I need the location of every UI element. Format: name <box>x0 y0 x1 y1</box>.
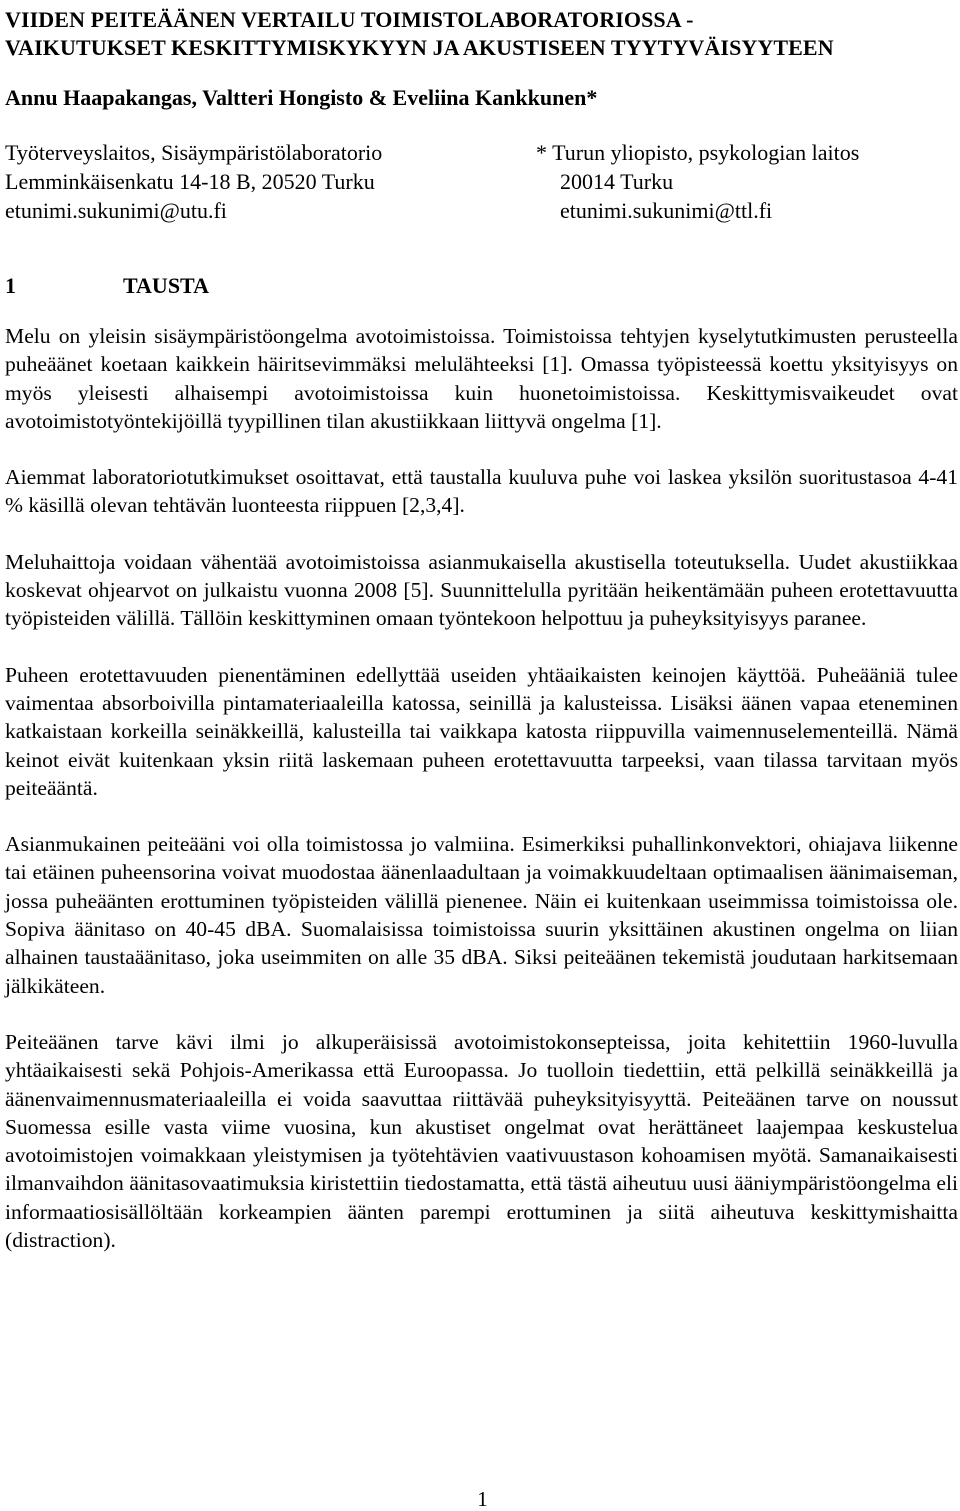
page-number-text: 1 <box>477 1487 488 1511</box>
page-number <box>0 1487 960 1511</box>
affiliation-right <box>536 138 859 225</box>
paragraph: Melu on yleisin sisäympäristöongelma avotoimistoissa. Toimistoissa tehtyjen kyselytutkimusten perusteella puheäänet koetaan kaikkein häiritsevimmäksi melulähteeksi [1]. Omassa työpisteessä koettu yksityisyys on myös yleisesti alhaisempi avotoimistoissa kuin huonetoimistoissa. Keskittymisvaikeudet ovat avotoimistotyöntekijöillä tyypillinen tilan akustiikkaan liittyvä ongelma [1]. <box>5 324 958 433</box>
paragraph: Meluhaittoja voidaan vähentää avotoimistoissa asianmukaisella akustisella toteutuksella. Uudet akustiikkaa koskevat ohjearvot on julkaistu vuonna 2008 [5]. Suunnittelulla pyritään heikentämään puheen erotettavuutta työpisteiden välillä. Tällöin keskittyminen omaan työntekoon helpottuu ja puheyksityisyys paranee. <box>5 549 958 631</box>
paragraph: Asianmukainen peiteääni voi olla toimistossa jo valmiina. Esimerkiksi puhallinkonvektori, ohiajava liikenne tai etäinen puheensorina voivat muodostaa äänenlaadultaan ja voimakkuudeltaan optimaalisen äänimaiseman, jossa puheäänten erottuminen työpisteiden välillä pienenee. Näin ei kuitenkaan useimmissa toimistoissa ole. Sopiva äänitaso on 40-45 dBA. Suomalaisissa toimistoissa suurin yksittäinen akustinen ongelma on liian alhainen taustaäänitaso, joka useimmiten on alle 35 dBA. Siksi peiteäänen tekemistä joudutaan harkitsemaan jälkikäteen. <box>5 832 958 998</box>
paper-title-line-2: VAIKUTUKSET KESKITTYMISKYKYYN JA AKUSTISEEN TYYTYVÄISYYTEEN <box>5 35 834 60</box>
affiliation-left-address: Lemminkäisenkatu 14-18 B, 20520 Turku <box>5 169 375 194</box>
affiliation-left-institution: Työterveyslaitos, Sisäympäristölaboratorio <box>5 140 383 165</box>
paragraph: Puheen erotettavuuden pienentäminen edellyttää useiden yhtäaikaisten keinojen käyttöä. Puheääniä tulee vaimentaa absorboivilla pintamateriaaleilla katossa, seinillä ja kalusteissa. Lisäksi äänen vapaa eteneminen katkaistaan korkeilla seinäkkeillä, kalusteilla tai vaikkapa katosta riippuvilla vaimennuselementeillä. Nämä keinot eivät kuitenkaan yksin riitä laskemaan puheen erotettavuutta tarpeeksi, vaan tilassa tarvitaan myös peiteääntä. <box>5 662 958 800</box>
affiliation-left <box>5 138 382 225</box>
section-heading <box>5 272 209 300</box>
paragraph: Aiemmat laboratoriotutkimukset osoittavat, että taustalla kuuluva puhe voi laskea yksilön suoritustasoa 4-41 % käsillä olevan tehtävän luonteesta riippuen [2,3,4]. <box>5 465 958 518</box>
affiliation-right-institution: * Turun yliopisto, psykologian laitos <box>536 140 860 165</box>
paper-title-line-1: VIIDEN PEITEÄÄNEN VERTAILU TOIMISTOLABORATORIOSSA - <box>5 7 694 32</box>
section-body <box>5 322 958 1282</box>
affiliation-left-email: etunimi.sukunimi@utu.fi <box>5 198 227 223</box>
section-number: 1 <box>5 273 16 298</box>
paragraph: Peiteäänen tarve kävi ilmi jo alkuperäisissä avotoimistokonsepteissa, joita kehitettiin 1960-luvulla yhtäaikaisesti sekä Pohjois-Amerikassa että Euroopassa. Jo tuolloin tiedettiin, että pelkillä seinäkkeillä ja äänenvaimennusmateriaaleilla ei voida saavuttaa riittävää puheyksityisyyttä. Peiteäänen tarve on noussut Suomessa esille vasta viime vuosina, kun akustiset ongelmat ovat herättäneet laajempaa keskustelua avotoimistojen voimakkaan yleistymisen ja työtehtävien vaativuustason kohoamisen myötä. Samanaikaisesti ilmanvaihdon äänitasovaatimuksia kiristettiin tiedostamatta, että tästä aiheutuu uusi ääniympäristöongelma eli informaatiosisällöltään korkeampien äänten parempi erottuminen ja siitä aiheutuva keskittymishaitta (distraction). <box>5 1029 958 1253</box>
section-title: TAUSTA <box>123 273 209 298</box>
affiliation-right-address: 20014 Turku <box>560 169 674 194</box>
paper-title <box>5 6 960 62</box>
author-list: Annu Haapakangas, Valtteri Hongisto & Eveliina Kankkunen* <box>5 85 598 110</box>
affiliation-right-email: etunimi.sukunimi@ttl.fi <box>560 198 773 223</box>
